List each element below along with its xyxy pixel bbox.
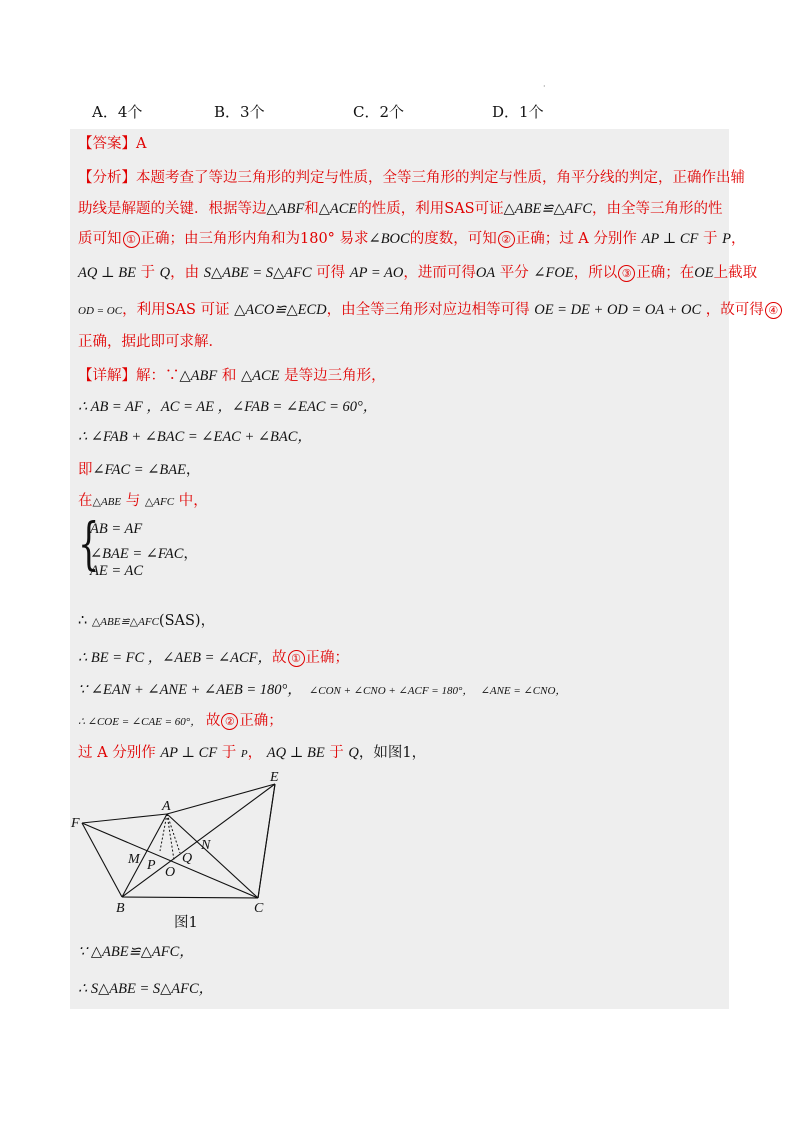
choice-a: A．4个 xyxy=(92,103,143,121)
detail-line-4: 即∠FAC = ∠BAE， xyxy=(78,462,201,478)
analysis-line-4: AQ ⊥ BE 于 Q，由 S△ABE = S△AFC 可得 AP = AO，进而可得OA 平分 ∠FOE，所以 ③ 正确；在OE上截取 xyxy=(78,265,758,281)
choice-c: C．2个 xyxy=(353,103,405,121)
detail-line-5: 在△ABE 与 △AFC 中， xyxy=(78,493,208,509)
detail-line-7: ∴ BE = FC ，∠AEB = ∠ACF，故 ① 正确； xyxy=(78,650,350,666)
label-P: P xyxy=(147,858,156,873)
brace-symbol: { xyxy=(78,512,100,577)
choice-d: D．1个 xyxy=(492,103,544,121)
choice-b: B．3个 xyxy=(214,103,265,121)
detail-line-10: 过 A 分别作 AP ⊥ CF 于 P， AQ ⊥ BE 于 Q，如图1， xyxy=(78,745,427,761)
analysis-line-3: 质可知 ① 正确；由三角形内角和为180° 易求∠BOC的度数，可知 ② 正确；过 A 分别作 AP ⊥ CF 于 P， xyxy=(78,231,746,247)
detail-line-9: ∴ ∠COE = ∠CAE = 60°， 故 ② 正确； xyxy=(78,713,283,729)
label-B: B xyxy=(116,901,125,916)
label-M: M xyxy=(128,852,140,867)
system-row-2: ∠BAE = ∠FAC， xyxy=(90,546,198,562)
label-C: C xyxy=(254,901,264,916)
label-A: A xyxy=(162,799,171,814)
circled-4: ④ xyxy=(765,302,782,319)
figure-caption: 图1 xyxy=(174,915,198,931)
detail-line-12: ∴ S△ABE = S△AFC， xyxy=(78,981,214,997)
circled-1: ① xyxy=(123,231,140,248)
detail-line-11: ∵ △ABE≌△AFC， xyxy=(78,944,194,960)
detail-line-3: ∴ ∠FAB + ∠BAC = ∠EAC + ∠BAC， xyxy=(78,429,312,445)
label-E: E xyxy=(270,770,279,785)
detail-line-1: 【详解】解：∵△ABF 和 △ACE 是等边三角形， xyxy=(78,368,386,384)
label-Q: Q xyxy=(182,851,193,866)
circled-1-detail: ① xyxy=(288,650,305,667)
system-row-1: AB = AF xyxy=(90,521,143,537)
solution-panel xyxy=(70,129,779,1009)
answer-line: 【答案】A xyxy=(78,136,147,152)
page-mark: · xyxy=(543,82,546,91)
analysis-line-5: OD = OC，利用SAS 可证 △ACO≌△ECD，由全等三角形对应边相等可得 OE = DE + OD = OA + OC ，故可得 ④ xyxy=(78,300,783,321)
label-O: O xyxy=(165,865,176,880)
analysis-line-6: 正确，据此即可求解． xyxy=(78,334,223,350)
detail-line-2: ∴ AB = AF ，AC = AE ，∠FAB = ∠EAC = 60°， xyxy=(78,399,378,415)
geometry-figure xyxy=(70,129,729,1009)
circled-3: ③ xyxy=(618,265,635,282)
system-row-3: AE = AC xyxy=(90,563,144,579)
analysis-line-2: 助线是解题的关键．根据等边△ABF和△ACE的性质，利用SAS可证△ABE≌△AFC，由全等三角形的性 xyxy=(78,201,723,217)
label-F: F xyxy=(71,816,80,831)
label-N: N xyxy=(201,838,211,853)
circled-2-detail: ② xyxy=(221,713,238,730)
analysis-line-1: 【分析】本题考查了等边三角形的判定与性质，全等三角形的判定与性质，角平分线的判定，正确作出辅 xyxy=(78,170,745,186)
detail-line-6: ∴ △ABE≌△AFC(SAS)， xyxy=(78,613,216,629)
detail-line-8: ∵ ∠EAN + ∠ANE + ∠AEB = 180°， ∠CON + ∠CNO + ∠ACF = 180°， ∠ANE = ∠CNO， xyxy=(78,682,567,698)
circled-2: ② xyxy=(498,231,515,248)
